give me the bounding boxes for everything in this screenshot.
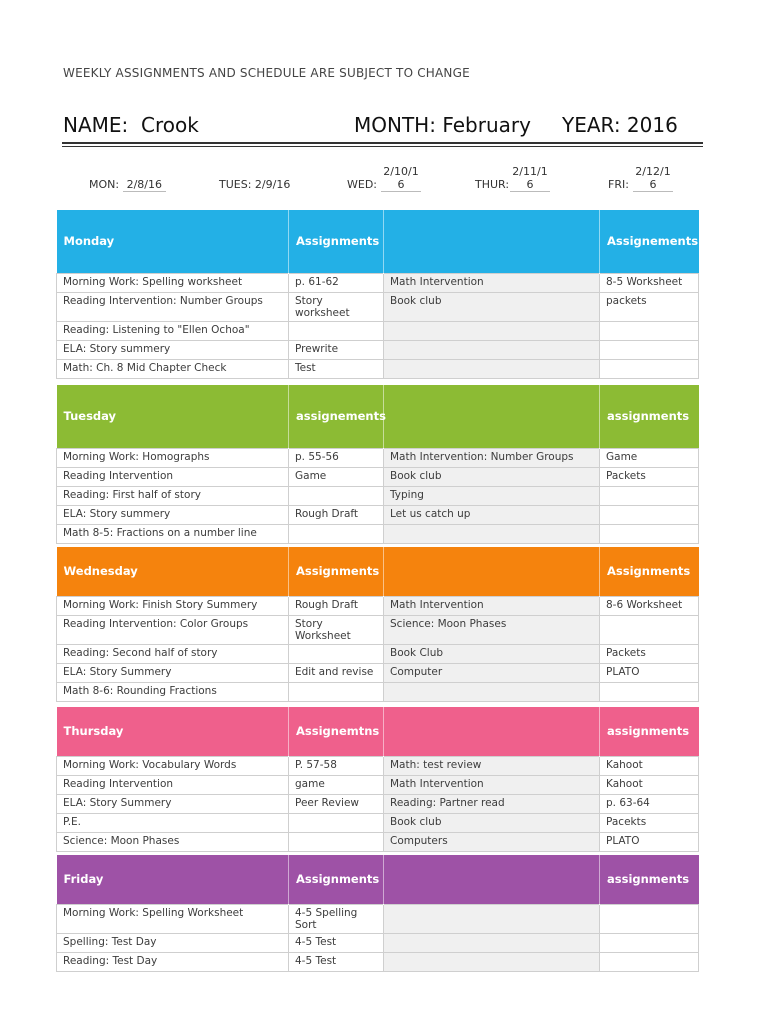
subject-cell: Math Intervention — [384, 596, 600, 615]
subject-cell: Math 8-5: Fractions on a number line — [57, 524, 289, 543]
subject-cell: ELA: Story summery — [57, 340, 289, 359]
thursday-header-blank — [384, 707, 600, 756]
assignment-cell — [600, 682, 699, 701]
assignment-cell: PLATO — [600, 832, 699, 851]
tuesday-header-assignments: assignements — [289, 385, 384, 448]
mon-value: 2/8/16 — [123, 178, 166, 192]
name-label: NAME: — [63, 113, 129, 137]
subject-cell — [384, 340, 600, 359]
month-label: MONTH: — [354, 113, 436, 137]
thursday-header-assignments: Assignemtns — [289, 707, 384, 756]
assignment-cell: Story worksheet — [289, 292, 384, 321]
subject-cell: Reading Intervention: Number Groups — [57, 292, 289, 321]
subject-cell: Computers — [384, 832, 600, 851]
subject-cell: Reading: Second half of story — [57, 644, 289, 663]
year-value: 2016 — [626, 113, 678, 137]
assignment-cell: 8-5 Worksheet — [600, 273, 699, 292]
tuesday-header-day: Tuesday — [57, 385, 289, 448]
mon-label: MON: — [89, 178, 120, 191]
table-row — [57, 273, 699, 292]
table-row — [57, 359, 699, 378]
table-row — [57, 904, 699, 933]
mon-date — [89, 178, 166, 192]
subject-cell: ELA: Story Summery — [57, 794, 289, 813]
table-row — [57, 775, 699, 794]
subject-cell: Math 8-6: Rounding Fractions — [57, 682, 289, 701]
subject-cell — [384, 524, 600, 543]
friday-header-assignments: Assignments — [289, 855, 384, 904]
wed-date — [380, 165, 422, 192]
thu-date-bottom: 6 — [510, 178, 550, 192]
assignment-cell: Test — [289, 359, 384, 378]
subject-cell: Math Intervention — [384, 273, 600, 292]
table-row — [57, 505, 699, 524]
assignment-cell — [289, 832, 384, 851]
assignment-cell: Rough Draft — [289, 596, 384, 615]
month-value: February — [442, 113, 531, 137]
assignment-cell — [600, 524, 699, 543]
table-row — [57, 832, 699, 851]
subject-cell: Science: Moon Phases — [384, 615, 600, 644]
subject-cell: ELA: Story summery — [57, 505, 289, 524]
assignment-cell — [289, 644, 384, 663]
assignment-cell: PLATO — [600, 663, 699, 682]
monday-header-assignments: Assignments — [289, 210, 384, 273]
subject-cell: Book club — [384, 292, 600, 321]
fri-date — [632, 165, 674, 192]
subject-cell: Morning Work: Homographs — [57, 448, 289, 467]
subject-cell — [384, 359, 600, 378]
tuesday-header-row — [57, 385, 699, 448]
friday-header-blank — [384, 855, 600, 904]
wednesday-header-assignments-2: Assignments — [600, 547, 699, 596]
table-row — [57, 813, 699, 832]
fri-date-top: 2/12/1 — [635, 165, 671, 178]
friday-table — [56, 855, 699, 972]
fri-label: FRI: — [608, 178, 629, 191]
assignment-cell — [289, 524, 384, 543]
assignment-cell: P. 57-58 — [289, 756, 384, 775]
subject-cell: Morning Work: Spelling Worksheet — [57, 904, 289, 933]
subject-cell: P.E. — [57, 813, 289, 832]
name-value: Crook — [141, 113, 199, 137]
tue-date — [219, 178, 290, 191]
thursday-header-day: Thursday — [57, 707, 289, 756]
tue-label: TUES: — [219, 178, 252, 191]
subject-cell: Reading: First half of story — [57, 486, 289, 505]
assignment-cell: Pacekts — [600, 813, 699, 832]
thu-date — [509, 165, 551, 192]
assignment-cell — [600, 486, 699, 505]
subject-cell: ELA: Story Summery — [57, 663, 289, 682]
assignment-cell: game — [289, 775, 384, 794]
subject-cell: Reading Intervention — [57, 775, 289, 794]
header-rule-thin — [62, 146, 703, 147]
subject-cell: Reading: Test Day — [57, 952, 289, 971]
table-row — [57, 933, 699, 952]
subject-cell: Math Intervention: Number Groups — [384, 448, 600, 467]
assignment-cell — [600, 505, 699, 524]
thursday-header-assignments-2: assignments — [600, 707, 699, 756]
assignment-cell: Rough Draft — [289, 505, 384, 524]
name-field — [63, 113, 199, 137]
table-row — [57, 448, 699, 467]
subject-cell — [384, 682, 600, 701]
subject-cell: Math Intervention — [384, 775, 600, 794]
header-rule-thick — [62, 142, 703, 144]
subject-cell: Reading: Listening to "Ellen Ochoa" — [57, 321, 289, 340]
subject-cell: Math: Ch. 8 Mid Chapter Check — [57, 359, 289, 378]
subject-cell: Math: test review — [384, 756, 600, 775]
monday-table — [56, 210, 699, 379]
subject-cell: Morning Work: Spelling worksheet — [57, 273, 289, 292]
tuesday-header-blank — [384, 385, 600, 448]
assignment-cell — [289, 813, 384, 832]
friday-header-day: Friday — [57, 855, 289, 904]
wednesday-header-day: Wednesday — [57, 547, 289, 596]
table-row — [57, 340, 699, 359]
assignment-cell: 8-6 Worksheet — [600, 596, 699, 615]
year-label: YEAR: — [562, 113, 621, 137]
table-row — [57, 524, 699, 543]
table-row — [57, 321, 699, 340]
assignment-cell: p. 63-64 — [600, 794, 699, 813]
table-row — [57, 486, 699, 505]
table-row — [57, 644, 699, 663]
assignment-cell: p. 61-62 — [289, 273, 384, 292]
wednesday-table — [56, 547, 699, 702]
assignment-cell — [289, 321, 384, 340]
assignment-cell — [600, 904, 699, 933]
table-row — [57, 756, 699, 775]
assignment-cell: Peer Review — [289, 794, 384, 813]
table-row — [57, 663, 699, 682]
thu-date-top: 2/11/1 — [512, 165, 548, 178]
thursday-header-row — [57, 707, 699, 756]
tuesday-table — [56, 385, 699, 544]
subject-cell: Reading Intervention — [57, 467, 289, 486]
monday-header-day: Monday — [57, 210, 289, 273]
fri-date-bottom: 6 — [633, 178, 673, 192]
assignment-cell — [600, 952, 699, 971]
assignment-cell: 4-5 Test — [289, 933, 384, 952]
assignment-cell — [289, 682, 384, 701]
thursday-table — [56, 707, 699, 852]
subject-cell: Reading: Partner read — [384, 794, 600, 813]
assignment-cell: Game — [289, 467, 384, 486]
assignment-cell — [600, 615, 699, 644]
wed-date-bottom: 6 — [381, 178, 421, 192]
subject-cell — [384, 933, 600, 952]
year-field — [562, 113, 678, 137]
assignment-cell: 4-5 Spelling Sort — [289, 904, 384, 933]
table-row — [57, 952, 699, 971]
monday-header-row — [57, 210, 699, 273]
assignment-cell: Kahoot — [600, 756, 699, 775]
assignment-cell: p. 55-56 — [289, 448, 384, 467]
assignment-cell: Packets — [600, 644, 699, 663]
friday-header-row — [57, 855, 699, 904]
tuesday-header-assignments-2: assignments — [600, 385, 699, 448]
assignment-cell — [600, 340, 699, 359]
tue-value: 2/9/16 — [254, 178, 291, 191]
assignment-cell — [600, 321, 699, 340]
subject-cell: Reading Intervention: Color Groups — [57, 615, 289, 644]
subject-cell: Book Club — [384, 644, 600, 663]
subject-cell — [384, 904, 600, 933]
assignment-cell: packets — [600, 292, 699, 321]
wednesday-header-row — [57, 547, 699, 596]
assignment-cell — [289, 486, 384, 505]
thu-label: THUR: — [475, 178, 510, 191]
assignment-cell: Edit and revise — [289, 663, 384, 682]
month-field — [354, 113, 531, 137]
subject-cell: Morning Work: Finish Story Summery — [57, 596, 289, 615]
monday-header-blank — [384, 210, 600, 273]
assignment-cell — [600, 933, 699, 952]
subject-cell — [384, 952, 600, 971]
wed-date-top: 2/10/1 — [383, 165, 419, 178]
assignment-cell — [600, 359, 699, 378]
subject-cell: Spelling: Test Day — [57, 933, 289, 952]
wednesday-header-blank — [384, 547, 600, 596]
subject-cell: Science: Moon Phases — [57, 832, 289, 851]
friday-header-assignments-2: assignments — [600, 855, 699, 904]
assignment-cell: Kahoot — [600, 775, 699, 794]
subject-cell: Book club — [384, 813, 600, 832]
assignment-cell: Story Worksheet — [289, 615, 384, 644]
table-row — [57, 682, 699, 701]
subject-cell: Computer — [384, 663, 600, 682]
table-row — [57, 596, 699, 615]
monday-header-assignments-2: Assignements — [600, 210, 699, 273]
wed-label: WED: — [347, 178, 378, 191]
subject-cell: Book club — [384, 467, 600, 486]
subject-cell: Typing — [384, 486, 600, 505]
table-row — [57, 794, 699, 813]
assignment-cell: Prewrite — [289, 340, 384, 359]
schedule-notice: WEEKLY ASSIGNMENTS AND SCHEDULE ARE SUBJECT TO CHANGE — [63, 66, 470, 80]
assignment-cell: 4-5 Test — [289, 952, 384, 971]
table-row — [57, 292, 699, 321]
wednesday-header-assignments: Assignments — [289, 547, 384, 596]
subject-cell: Morning Work: Vocabulary Words — [57, 756, 289, 775]
table-row — [57, 615, 699, 644]
table-row — [57, 467, 699, 486]
subject-cell: Let us catch up — [384, 505, 600, 524]
subject-cell — [384, 321, 600, 340]
assignment-cell: Packets — [600, 467, 699, 486]
assignment-cell: Game — [600, 448, 699, 467]
